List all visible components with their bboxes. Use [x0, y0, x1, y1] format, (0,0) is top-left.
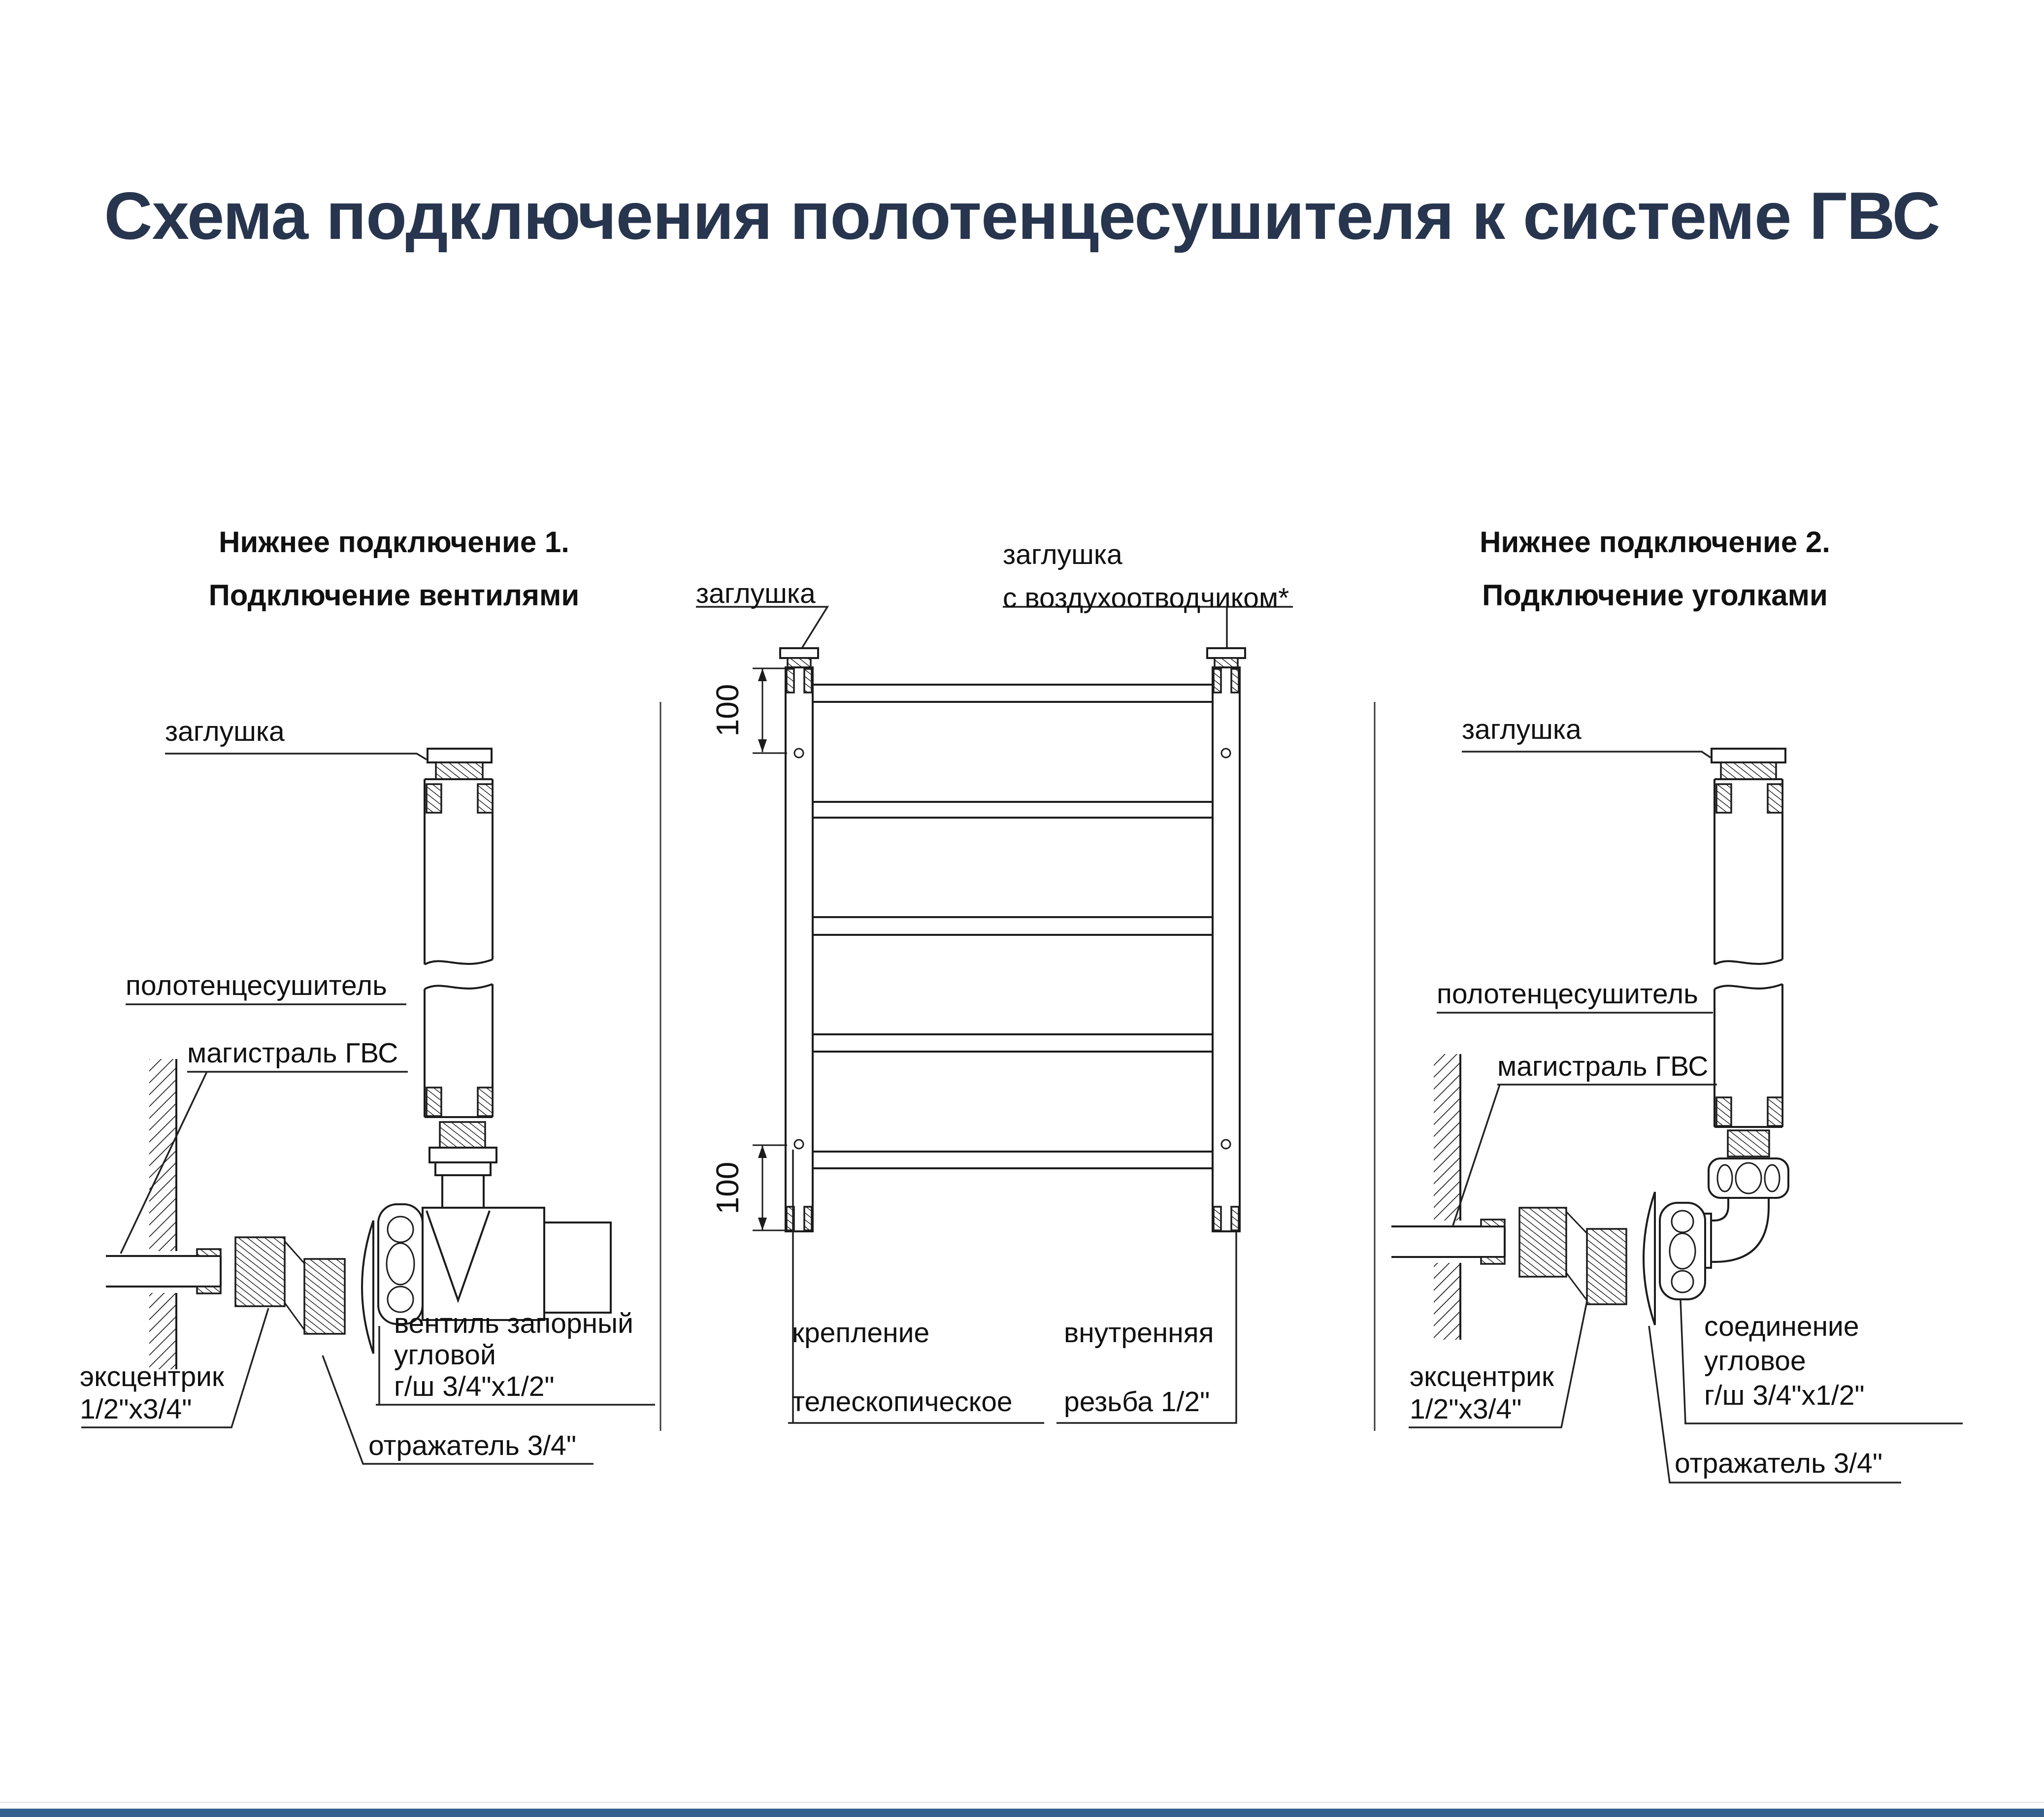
left-reflector-dome — [362, 1221, 373, 1354]
left-cap — [428, 749, 492, 762]
post-thread — [787, 669, 794, 693]
left-eccentric-line1: эксцентрик — [80, 1361, 224, 1392]
left-eccentric-1 — [235, 1237, 285, 1306]
right-elbow — [1705, 1198, 1769, 1262]
right-eccentric-link — [1566, 1212, 1587, 1300]
center-post-right — [1213, 667, 1240, 1231]
left-collar — [435, 1162, 491, 1175]
right-cap-label: заглушка — [1462, 714, 1582, 745]
right-pipe-thread — [1716, 1097, 1731, 1126]
post-thread — [1231, 1207, 1239, 1230]
right-reflector-label: отражатель 3/4" — [1675, 1448, 1883, 1479]
center-airvent-line1: заглушка — [1003, 539, 1122, 570]
right-main-thread — [1481, 1220, 1505, 1226]
left-valve-handle — [544, 1222, 611, 1313]
right-pipe-thread — [1716, 784, 1731, 813]
left-valve-line3: г/ш 3/4"х1/2" — [394, 1371, 555, 1402]
left-main-thread — [197, 1287, 221, 1293]
right-elbow-line2: угловое — [1704, 1345, 1806, 1377]
right-eccentric-line2: 1/2"х3/4" — [1410, 1393, 1522, 1425]
left-pipe-thread — [478, 1088, 493, 1116]
footer-bar — [0, 1809, 2044, 1817]
left-eccentric-line2: 1/2"х3/4" — [80, 1393, 192, 1425]
right-eccentric-2 — [1587, 1229, 1626, 1304]
left-eccentric-label — [80, 1360, 224, 1425]
center-cap-right — [1207, 648, 1245, 658]
center-cap-left-thread — [788, 658, 811, 667]
left-eccentric-2 — [304, 1259, 345, 1334]
right-pipe-thread — [1768, 1097, 1782, 1126]
left-cap-leader — [165, 754, 427, 760]
right-cap-leader — [1462, 752, 1711, 758]
left-main-label: магистраль ГВС — [187, 1037, 398, 1069]
left-valve-neck — [442, 1175, 484, 1208]
dim-bottom-label: 100 — [710, 1161, 745, 1215]
right-reflector-dome — [1644, 1192, 1655, 1325]
left-wall-hatch — [149, 1059, 176, 1251]
left-pipe — [425, 779, 493, 1117]
right-wall-hatch — [1434, 1054, 1460, 1221]
center-cap-label: заглушка — [696, 578, 816, 609]
right-nipple-thread — [1728, 1130, 1769, 1156]
post-thread — [1214, 1207, 1221, 1230]
right-main-label: магистраль ГВС — [1497, 1051, 1709, 1082]
center-thread-line1: внутренняя — [1064, 1317, 1214, 1349]
right-pipe — [1714, 779, 1782, 1127]
post-thread — [804, 1207, 812, 1230]
left-towel-label: полотенцесушитель — [126, 970, 387, 1001]
left-nipple-thread — [440, 1122, 485, 1148]
center-mount-label — [792, 1298, 1013, 1436]
footer-divider — [0, 1802, 2044, 1803]
right-towel-label: полотенцесушитель — [1437, 978, 1698, 1010]
center-mount-line2: телескопическое — [792, 1386, 1013, 1418]
right-heading-2: Подключение уголками — [1482, 579, 1828, 612]
right-side-union — [1660, 1203, 1705, 1299]
left-pipe-thread — [427, 1088, 441, 1116]
center-thread-line2: резьба 1/2" — [1064, 1386, 1210, 1418]
right-elbow-label — [1704, 1309, 1865, 1413]
center-cap-leader — [696, 607, 827, 648]
right-wall-hatch — [1434, 1263, 1460, 1340]
right-cap — [1712, 749, 1785, 762]
post-thread — [1231, 669, 1239, 693]
right-eccentric-line1: эксцентрик — [1410, 1361, 1554, 1392]
right-main-thread — [1481, 1257, 1505, 1264]
right-eccentric-label — [1410, 1360, 1554, 1425]
left-valve-body — [423, 1208, 544, 1320]
right-elbow-line3: г/ш 3/4"х1/2" — [1704, 1380, 1865, 1411]
left-heading-1: Нижнее подключение 1. — [219, 526, 569, 559]
left-pipe-thread — [478, 784, 493, 813]
left-cap-label: заглушка — [165, 716, 285, 747]
left-eccentric-link — [285, 1241, 304, 1330]
center-cap-left — [780, 648, 818, 658]
center-airvent-line2: с воздухоотводчиком* — [1003, 582, 1289, 614]
right-pipe-thread — [1768, 784, 1782, 813]
right-elbow-line1: соединение — [1704, 1311, 1859, 1342]
post-thread — [804, 669, 812, 693]
left-main-pipe — [106, 1256, 221, 1287]
left-cap-thread — [436, 762, 483, 779]
left-valve-line1: вентиль запорный — [394, 1308, 633, 1339]
left-valve-label — [394, 1308, 633, 1402]
right-main-pipe — [1391, 1226, 1505, 1257]
left-wall-hatch — [149, 1293, 176, 1369]
post-thread — [1214, 669, 1221, 693]
left-union-nut — [378, 1204, 423, 1324]
left-heading-2: Подключение вентилями — [208, 579, 580, 612]
right-cap-thread — [1721, 762, 1776, 779]
left-pipe-thread — [427, 784, 441, 813]
right-top-union — [1709, 1158, 1788, 1198]
page-title: Схема подключения полотенцесушителя к системе ГВС — [104, 178, 1940, 253]
dim-top-label: 100 — [710, 684, 745, 737]
right-eccentric-1 — [1519, 1208, 1566, 1277]
center-post-left — [786, 667, 813, 1231]
center-cap-right-thread — [1215, 658, 1238, 667]
left-collar — [429, 1148, 496, 1162]
center-thread-label — [1064, 1298, 1214, 1436]
right-heading-1: Нижнее подключение 2. — [1480, 526, 1830, 559]
center-mount-line1: крепление — [792, 1317, 930, 1349]
center-rungs — [813, 685, 1213, 1168]
left-main-thread — [197, 1249, 221, 1256]
left-reflector-label: отражатель 3/4" — [368, 1430, 577, 1461]
center-airvent-label — [1003, 533, 1289, 620]
left-valve-line2: угловой — [394, 1339, 496, 1371]
